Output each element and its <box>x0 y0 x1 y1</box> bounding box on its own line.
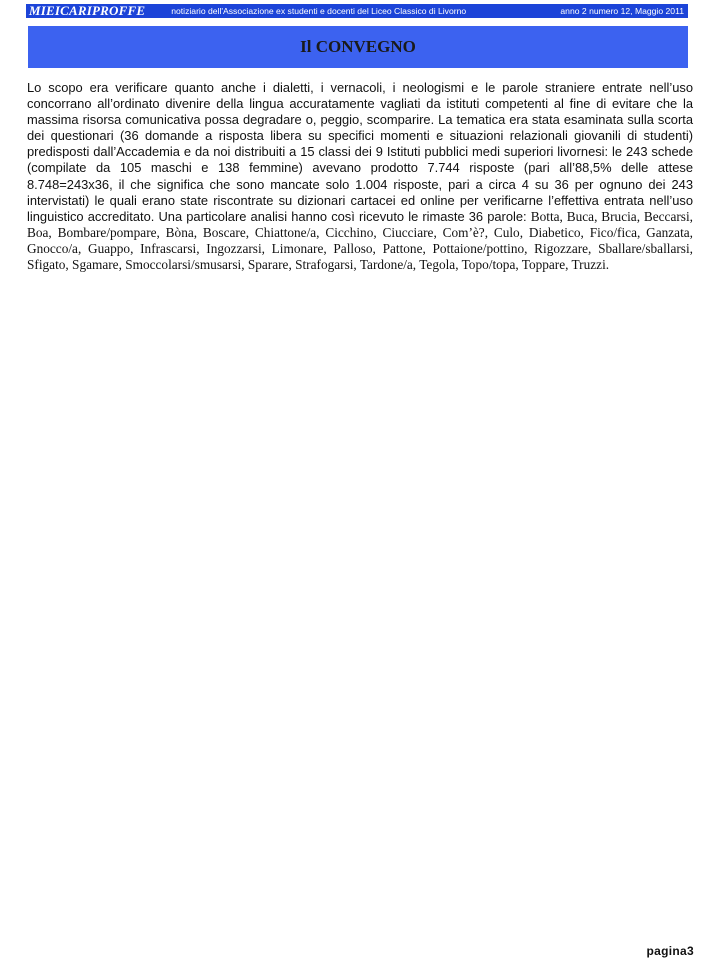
section-title: Il CONVEGNO <box>300 37 416 56</box>
newsletter-header <box>26 4 688 18</box>
issue-info: anno 2 numero 12, Maggio 2011 <box>560 6 684 16</box>
masthead: MIEICARIPROFFE <box>29 3 146 18</box>
newsletter-subtitle: notiziario dell'Associazione ex studenti e docenti del Liceo Classico di Livorno <box>171 6 467 16</box>
page-number: pagina3 <box>646 944 694 958</box>
article-intro: Lo scopo era verificare quanto anche i dialetti, i vernacoli, i neologismi e le parole straniere entrate nell’uso concorrano all’ordinato divenire della lingua accuratamente vagliati da istituti competenti al fine di evitare che la massima risorsa comunicativa possa degradare o, peggio, scomparire. La tematica era stata esaminata sulla scorta dei questionari (36 domande a risposta libera su specifici momenti e situazioni relazionali giovanili di studenti) predisposti dall’Accademia e da noi distribuiti a 15 classi dei 9 Istituti pubblici medi superiori livornesi: le 243 schede (compilate da 105 maschi e 138 femmine) avevano prodotto 7.744 risposte (pari all’88,5% delle attese 8.748=243x36, il che significa che sono mancate solo 1.004 risposte, pari a circa 4 su 36 per ognuno dei 243 intervistati) le quali erano state riscontrate su dizionari cartacei ed online per verificarne l’effettiva entrata nell’uso linguistico accreditato. Una particolare analisi hanno così ricevuto le rimaste 36 parole: <box>27 80 693 224</box>
word-list: Botta, Buca, Brucia, Beccarsi, Boa, Bombare/pompare, Bòna, Boscare, Chiattone/a, Cicchino, Ciucciare, Com’è?, Culo, Diabetico, Fico/fica, Ganzata, Gnocco/a, Guappo, Infrascarsi, Ingozzarsi, Limonare, Palloso, Pattone, Pottaione/pottino, Rigozzare, Sballare/sballarsi, Sfigato, Sgamare, Smoccolarsi/smusarsi, Sparare, Strafogarsi, Tardone/a, Tegola, Topo/topa, Toppare, Truzzi. <box>27 208 693 273</box>
section-title-bar <box>28 26 688 68</box>
article-body <box>27 80 693 273</box>
